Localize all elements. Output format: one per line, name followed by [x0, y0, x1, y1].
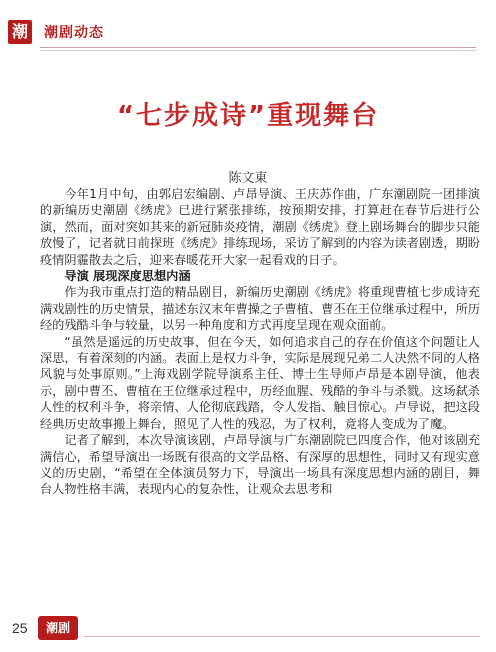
- page-header: [0, 0, 496, 56]
- paragraph: 今年1月中旬，由郭启宏编剧、卢昂导演、王庆苏作曲，广东潮剧院一团排演的新编历史潮剧《绣虎》已进行紧张排练，按预期安排，打算赶在春节后进行公演，然而，面对突如其来的新冠肺炎疫情，潮剧《绣虎》登上剧场舞台的脚步只能放慢了，记者就日前探班《绣虎》排练现场，采访了解到的内容为读者剧透，期盼疫情阴霾散去之后，迎来春暖花开大家一起看戏的日子。: [40, 187, 480, 267]
- page-number: 25: [12, 620, 28, 636]
- section-title: 潮剧动态: [44, 24, 104, 40]
- paragraph: 作为我市重点打造的精品剧目，新编历史潮剧《绣虎》将重现曹植七步成诗充满戏剧性的历史情景，描述东汉末年曹操之子曹植、曹丕在王位继承过程中，所历经的残酷斗争与较量，以另一种角度和方式再度呈现在观众面前。: [40, 285, 480, 333]
- article-author: 陈文東: [228, 171, 268, 186]
- footer-logo-icon: 潮剧: [38, 616, 78, 640]
- paragraph: 记者了解到，本次导演该剧，卢昂导演与广东潮剧院已四度合作，他对该剧充满信心，希望导演出一场既有很高的文学品格、有深厚的思想性，同时又有现实意义的历史剧，“希望在全体演员努力下，导演出一场具有深度思想内涵的剧目，舞台人物性格丰满，表现内心的复杂性，让观众去思考和: [40, 433, 480, 497]
- page-footer: [0, 606, 496, 652]
- article-title: “七步成诗”重现舞台: [116, 101, 380, 131]
- subheading: 导演 展现深度思想内涵: [64, 269, 191, 284]
- footer-divider: [84, 636, 480, 637]
- header-divider-secondary: [40, 50, 476, 51]
- article-body: [40, 186, 480, 606]
- magazine-logo-icon: 潮: [8, 20, 32, 44]
- header-divider: [40, 47, 476, 48]
- paragraph: “虽然是遥远的历史故事，但在今天，如何追求自己的存在价值这个问题让人深思，有着深刻的内涵。表面上是权力斗争，实际是展现兄弟二人决然不同的人格风貌与处事原则。”上海戏剧学院导演系主任、博士生导师卢昂是本剧导演，他表示，剧中曹丕、曹植在王位继承过程中，历经血腥、残酷的争斗与杀戮。这场弑杀人性的权利斗争，将亲情、人伦彻底践踏，令人发指、触目惊心。卢导说，把这段经典历史故事搬上舞台，照见了人性的残忍，为了权利，竟将人变成为了魔。: [40, 334, 480, 431]
